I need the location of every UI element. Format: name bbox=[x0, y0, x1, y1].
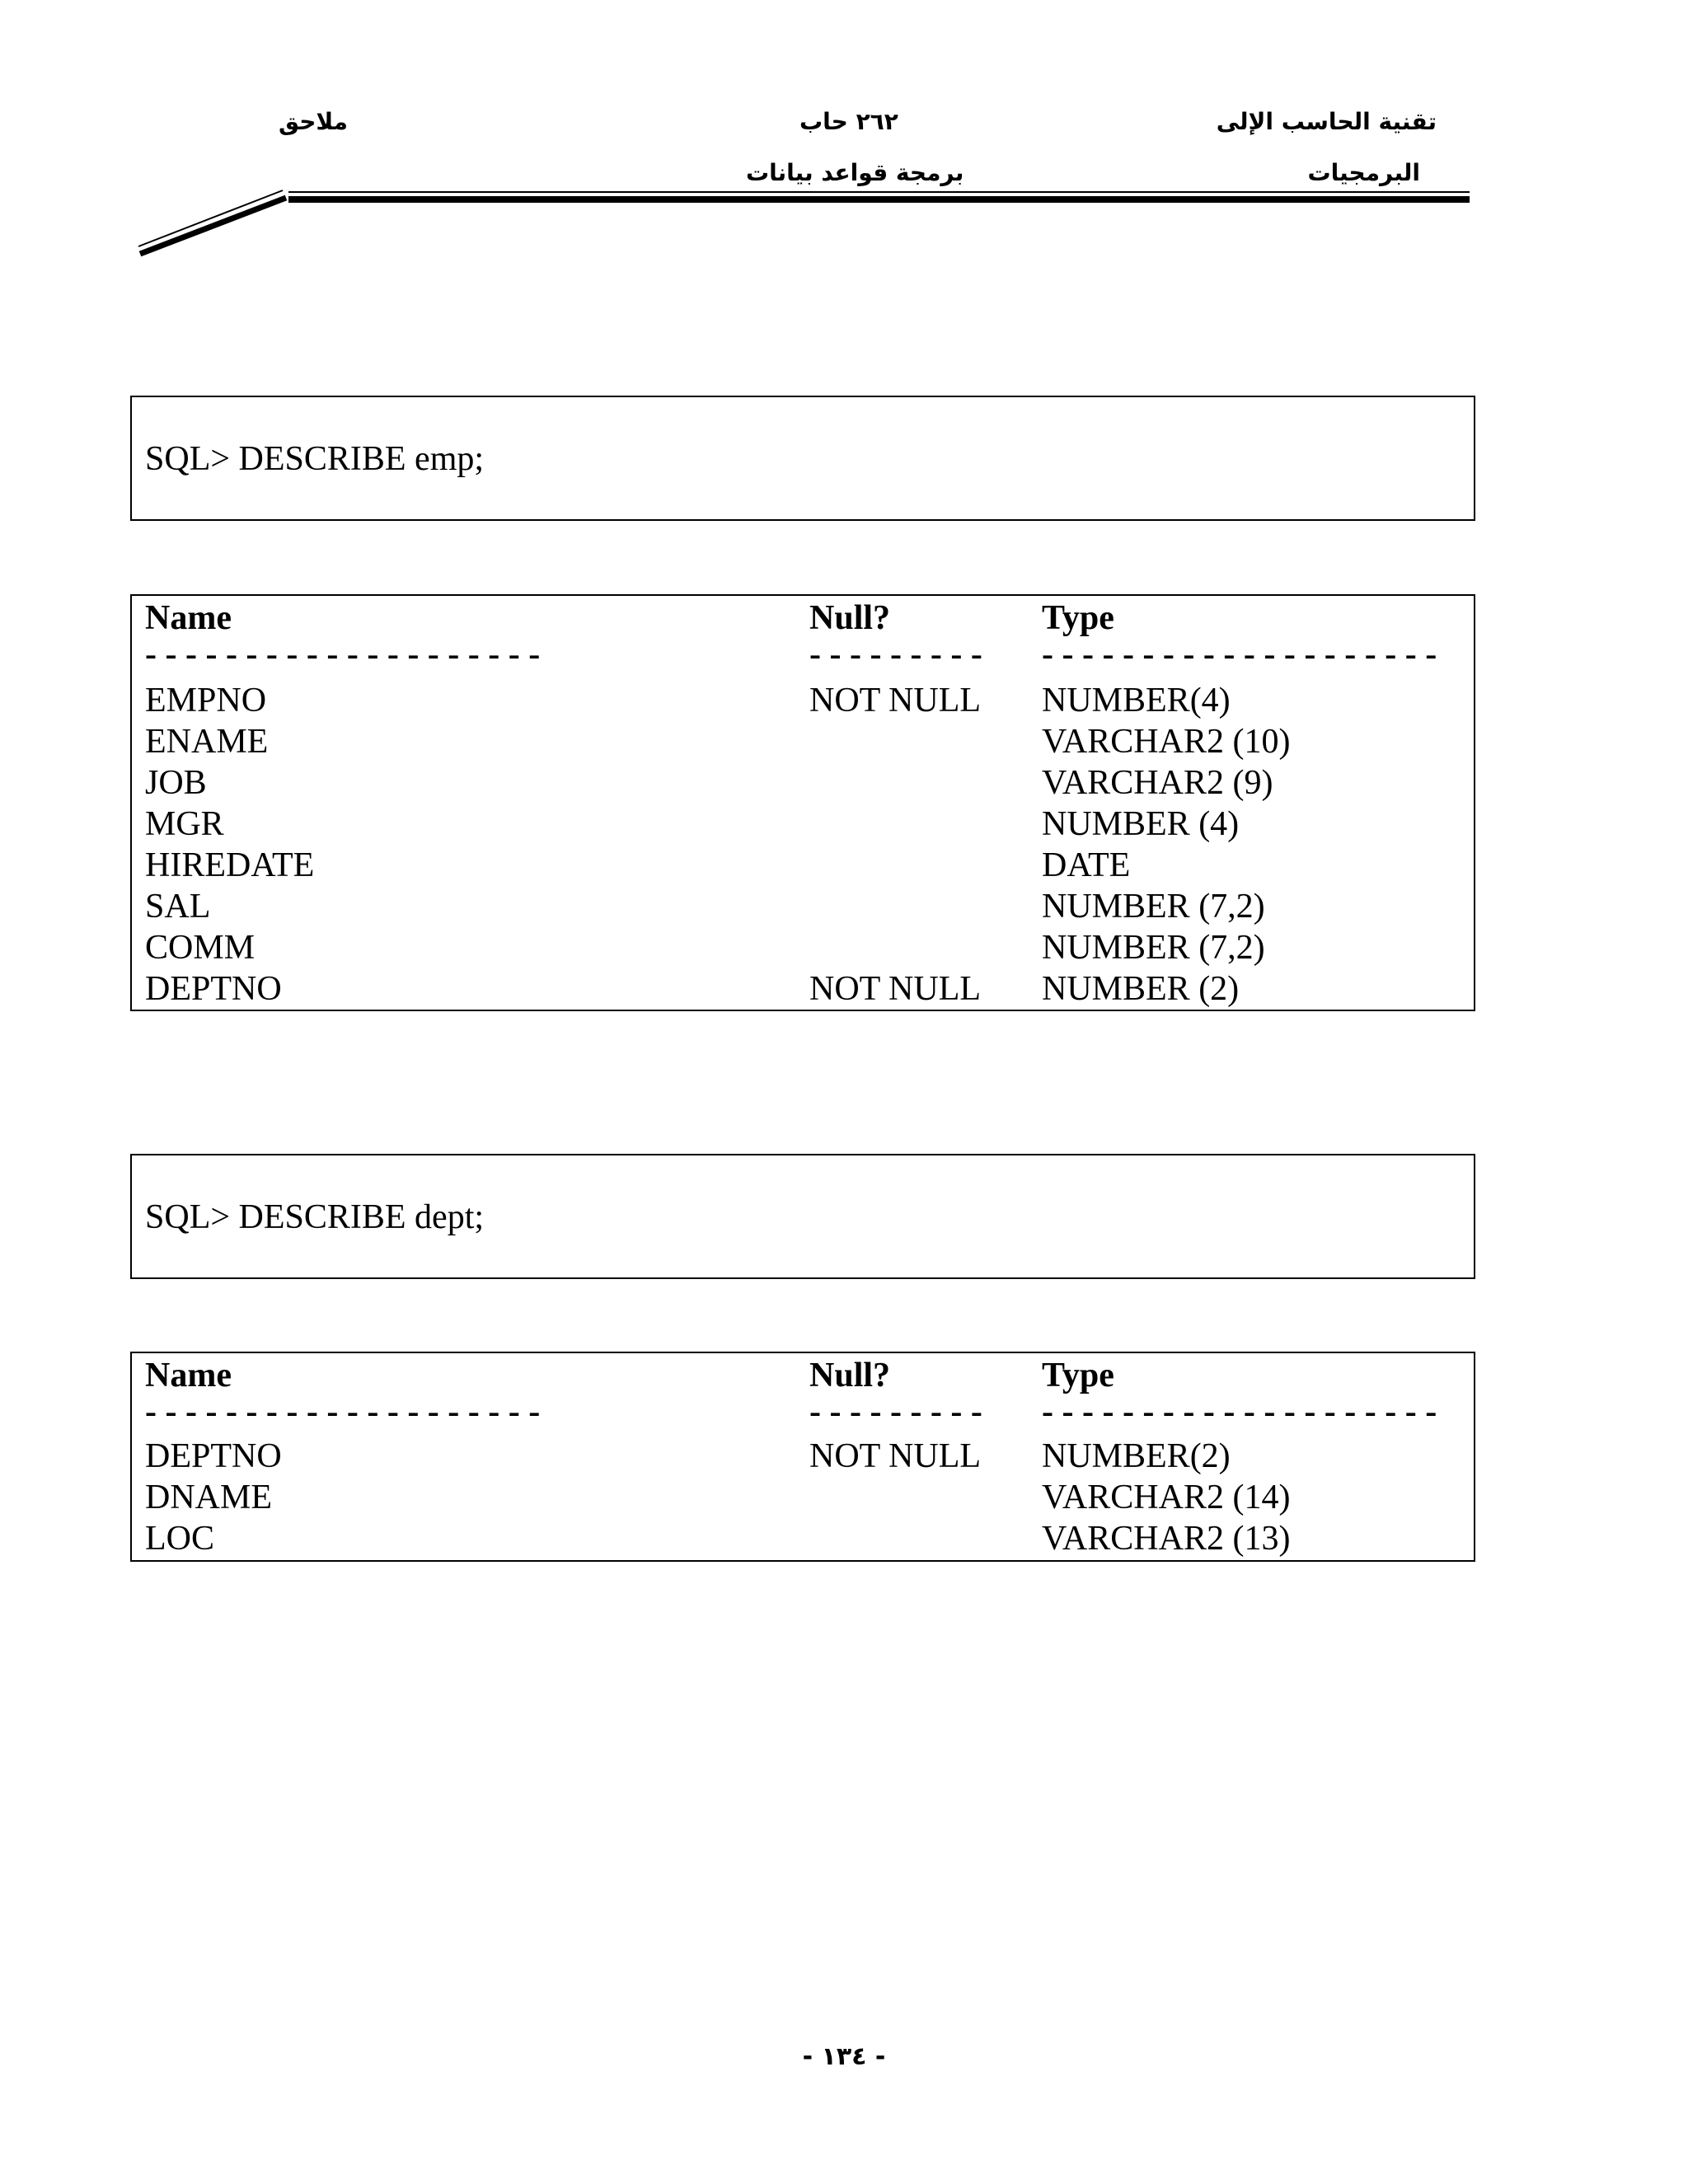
table-row-type: VARCHAR2 (9) bbox=[1042, 764, 1273, 802]
column-header-name: Name bbox=[145, 599, 232, 637]
table-row-null: NOT NULL bbox=[809, 682, 982, 719]
separator-type: - - - - - - - - - - - - - - - - - - - - bbox=[1042, 1393, 1437, 1431]
column-header-null: Null? bbox=[809, 599, 891, 637]
table-row-name: MGR bbox=[145, 805, 224, 843]
table-row-type: DATE bbox=[1042, 846, 1131, 884]
table-row-name: JOB bbox=[145, 764, 207, 802]
sql-command-dept: SQL> DESCRIBE dept; bbox=[145, 1198, 485, 1236]
table-row-null: NOT NULL bbox=[809, 1437, 982, 1475]
table-row-type: VARCHAR2 (13) bbox=[1042, 1520, 1291, 1558]
separator-name: - - - - - - - - - - - - - - - - - - - - bbox=[145, 635, 541, 673]
header-rule-diagonal-thick bbox=[140, 198, 286, 254]
table-row-null: NOT NULL bbox=[809, 970, 982, 1008]
table-row-name: ENAME bbox=[145, 723, 269, 761]
table-row-name: EMPNO bbox=[145, 682, 267, 719]
column-header-type: Type bbox=[1042, 599, 1114, 637]
column-header-name: Name bbox=[145, 1357, 232, 1394]
header-specialization: البرمجيات bbox=[1307, 159, 1420, 186]
table-row-type: NUMBER (7,2) bbox=[1042, 929, 1265, 967]
table-row-name: DEPTNO bbox=[145, 970, 282, 1008]
table-row-type: NUMBER (4) bbox=[1042, 805, 1240, 843]
sql-command-emp: SQL> DESCRIBE emp; bbox=[145, 440, 485, 478]
separator-null: - - - - - - - - - bbox=[809, 635, 982, 673]
column-header-null: Null? bbox=[809, 1357, 891, 1394]
table-row-type: VARCHAR2 (14) bbox=[1042, 1479, 1291, 1516]
column-header-type: Type bbox=[1042, 1357, 1114, 1394]
header-course-code: ٢٦٢ حاب bbox=[799, 108, 898, 135]
table-row-type: NUMBER (2) bbox=[1042, 970, 1240, 1008]
describe-table-dept bbox=[130, 1352, 1475, 1562]
table-row-type: NUMBER (7,2) bbox=[1042, 888, 1265, 926]
table-row-type: VARCHAR2 (10) bbox=[1042, 723, 1291, 761]
page-number: - ١٣٤ - bbox=[802, 2042, 886, 2071]
header-rule-diagonal-thin bbox=[138, 190, 283, 246]
table-row-name: SAL bbox=[145, 888, 211, 926]
table-row-name: DEPTNO bbox=[145, 1437, 282, 1475]
header-course-title: برمجة قواعد بيانات bbox=[746, 159, 964, 186]
sql-command-box-dept bbox=[130, 1154, 1475, 1279]
describe-table-emp bbox=[130, 594, 1475, 1011]
separator-type: - - - - - - - - - - - - - - - - - - - - bbox=[1042, 635, 1437, 673]
header-department-title: تقنية الحاسب الإلى bbox=[1216, 108, 1437, 135]
table-row-name: HIREDATE bbox=[145, 846, 315, 884]
separator-name: - - - - - - - - - - - - - - - - - - - - bbox=[145, 1393, 541, 1431]
sql-command-box-emp bbox=[130, 396, 1475, 521]
separator-null: - - - - - - - - - bbox=[809, 1393, 982, 1431]
header-rule bbox=[0, 0, 1688, 272]
table-row-name: LOC bbox=[145, 1520, 214, 1558]
table-row-name: DNAME bbox=[145, 1479, 272, 1516]
table-row-name: COMM bbox=[145, 929, 256, 967]
header-section-title: ملاحق bbox=[279, 108, 349, 135]
table-row-type: NUMBER(2) bbox=[1042, 1437, 1231, 1475]
table-row-type: NUMBER(4) bbox=[1042, 682, 1231, 719]
